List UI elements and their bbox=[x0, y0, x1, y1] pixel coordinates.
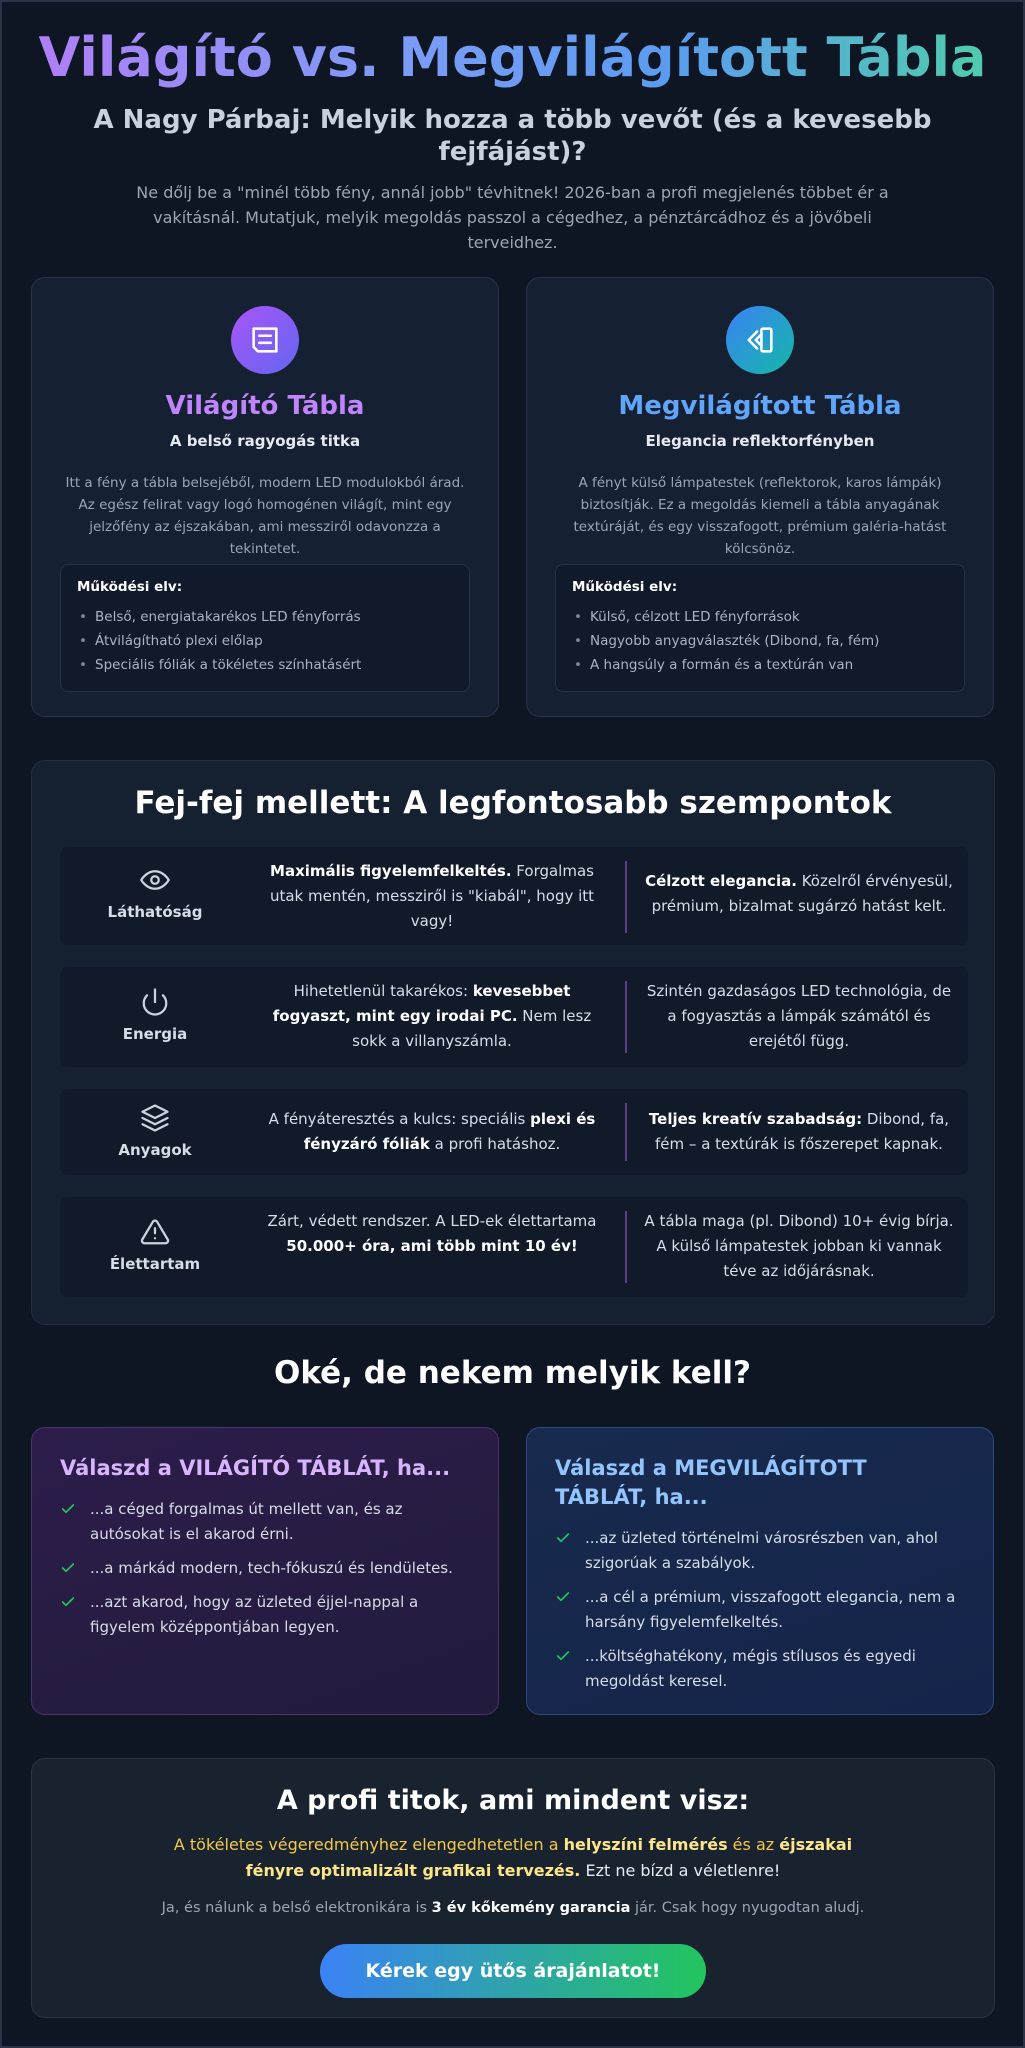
card-title: Világító Tábla bbox=[165, 391, 365, 421]
check-icon bbox=[555, 1530, 571, 1546]
sign-box-icon bbox=[231, 306, 299, 374]
check-icon bbox=[555, 1648, 571, 1664]
row-label: Láthatóság bbox=[107, 903, 203, 921]
column-divider bbox=[625, 1103, 627, 1161]
list-item: ...a céged forgalmas út mellett van, és az autósokat is el akarod érni. bbox=[60, 1497, 470, 1547]
final-title: A profi titok, ami mindent visz: bbox=[276, 1785, 750, 1816]
illuminated-cell: A fényáteresztés a kulcs: speciális plexi és fényzáró fóliák a profi hatáshoz. bbox=[268, 1110, 596, 1153]
list-item: ...az üzleted történelmi városrészben van, ahol szigorúak a szabályok. bbox=[555, 1526, 965, 1576]
illuminated-sign-card bbox=[31, 277, 499, 717]
working-principle-box bbox=[60, 564, 470, 692]
list-item: ...a cél a prémium, visszafogott elegancia, nem a harsány figyelemfelkeltés. bbox=[555, 1585, 965, 1635]
comparison-row-energy bbox=[60, 967, 968, 1067]
which-one-title: Oké, de nekem melyik kell? bbox=[274, 1355, 751, 1391]
final-highlight-text: A tökéletes végeredményhez elengedhetetlen a helyszíni felmérés és az éjszakai fényre optimalizált grafikai tervezés. Ezt ne bízd a véletlenre! bbox=[173, 1835, 853, 1880]
column-divider bbox=[625, 1211, 627, 1283]
comparison-row-lifespan bbox=[60, 1197, 968, 1297]
illuminated-cell: Hihetetlenül takarékos: kevesebbet fogyaszt, mint egy irodai PC. Nem lesz sokk a villanyszámla. bbox=[272, 982, 592, 1050]
list-item: • Speciális fóliák a tökéletes színhatásért bbox=[77, 653, 453, 677]
page-subtitle: A Nagy Párbaj: Melyik hozza a több vevőt (és a kevesebb fejfájást)? bbox=[93, 105, 932, 167]
layers-icon bbox=[140, 1103, 170, 1133]
working-principle-box bbox=[555, 564, 965, 692]
list-item: • Belső, energiatakarékos LED fényforrás bbox=[77, 605, 453, 629]
card-subtitle: Elegancia reflektorfényben bbox=[645, 432, 875, 450]
column-divider bbox=[625, 981, 627, 1053]
list-item: ...a márkád modern, tech-fókuszú és lendületes. bbox=[60, 1556, 470, 1581]
check-icon bbox=[60, 1560, 76, 1576]
comparison-section bbox=[31, 760, 995, 1325]
choose-illuminated-card bbox=[31, 1427, 499, 1715]
row-label: Energia bbox=[122, 1025, 188, 1043]
check-icon bbox=[60, 1501, 76, 1517]
eye-icon bbox=[140, 865, 170, 895]
hero-section bbox=[0, 24, 1025, 255]
choose-title: Válaszd a MEGVILÁGÍTOTT TÁBLÁT, ha... bbox=[555, 1456, 867, 1509]
choose-title: Válaszd a VILÁGÍTÓ TÁBLÁT, ha... bbox=[60, 1456, 451, 1480]
illuminated-cell: Zárt, védett rendszer. A LED-ek élettartama 50.000+ óra, ami több mint 10 év! bbox=[267, 1212, 597, 1255]
column-divider bbox=[625, 861, 627, 933]
illuminated-cell: Maximális figyelemfelkeltés. Forgalmas utak mentén, messziről is "kiabál", hogy itt vagy! bbox=[269, 862, 595, 930]
list-item: ...azt akarod, hogy az üzleted éjjel-nappal a figyelem középpontjában legyen. bbox=[60, 1590, 470, 1640]
warranty-text: Ja, és nálunk a belső elektronikára is 3 év kőkemény garancia jár. Csak hogy nyugodtan aludj. bbox=[161, 1900, 865, 1916]
card-subtitle: A belső ragyogás titka bbox=[169, 432, 361, 450]
list-item: ...költséghatékony, mégis stílusos és egyedi megoldást keresel. bbox=[555, 1644, 965, 1694]
lit-cell: Teljes kreatív szabadság: Dibond, fa, fém – a textúrák is főszerepet kapnak. bbox=[648, 1110, 950, 1153]
list-item: • Külső, célzott LED fényforrások bbox=[572, 605, 948, 629]
lit-sign-card bbox=[526, 277, 994, 717]
row-label: Anyagok bbox=[118, 1141, 192, 1159]
page-title: Világító vs. Megvilágított Tábla bbox=[0, 24, 1025, 92]
lit-cell: Szintén gazdaságos LED technológia, de a fogyasztás a lámpák számától és erejétől függ. bbox=[646, 982, 952, 1050]
list-item: • A hangsúly a formán és a textúrán van bbox=[572, 653, 948, 677]
power-icon bbox=[140, 987, 170, 1017]
intro-text: Ne dőlj be a "minél több fény, annál jobb" tévhitnek! 2026-ban a profi megjelenés többet ér a vakításnál. Mutatjuk, melyik megoldás passzol a cégedhez, a pénztárcádhoz és a jövőbeli terveidhez. bbox=[136, 183, 889, 252]
list-item: • Nagyobb anyagválaszték (Dibond, fa, fém) bbox=[572, 629, 948, 653]
comparison-title: Fej-fej mellett: A legfontosabb szempontok bbox=[134, 785, 892, 821]
spotlight-icon bbox=[726, 306, 794, 374]
final-cta-section bbox=[31, 1758, 995, 2018]
check-icon bbox=[60, 1594, 76, 1610]
comparison-row-materials bbox=[60, 1089, 968, 1175]
lit-cell: A tábla maga (pl. Dibond) 10+ évig bírja. A külső lámpatestek jobban ki vannak téve az időjárásnak. bbox=[644, 1212, 954, 1280]
warning-icon bbox=[140, 1217, 170, 1247]
row-label: Élettartam bbox=[109, 1255, 201, 1273]
request-quote-button[interactable]: Kérek egy ütős árajánlatot! bbox=[320, 1944, 706, 1998]
list-item: • Átvilágítható plexi előlap bbox=[77, 629, 453, 653]
check-icon bbox=[555, 1589, 571, 1605]
working-principle-title: Működési elv: bbox=[572, 579, 678, 595]
card-description: Itt a fény a tábla belsejéből, modern LED modulokból árad. Az egész felirat vagy logó homogénen világít, mint egy jelzőfény az éjszakában, ami messziről odavonzza a tekintetet. bbox=[65, 475, 465, 557]
card-description: A fényt külső lámpatestek (reflektorok, karos lámpák) biztosítják. Ez a megoldás kiemeli a tábla anyagának textúráját, és egy visszafogott, prémium galéria-hatást kölcsönöz. bbox=[573, 475, 947, 557]
comparison-row-visibility bbox=[60, 847, 968, 945]
working-principle-title: Működési elv: bbox=[77, 579, 183, 595]
card-title: Megvilágított Tábla bbox=[618, 391, 902, 421]
choose-lit-card bbox=[526, 1427, 994, 1715]
lit-cell: Célzott elegancia. Közelről érvényesül, prémium, bizalmat sugárzó hatást kelt. bbox=[645, 872, 953, 915]
